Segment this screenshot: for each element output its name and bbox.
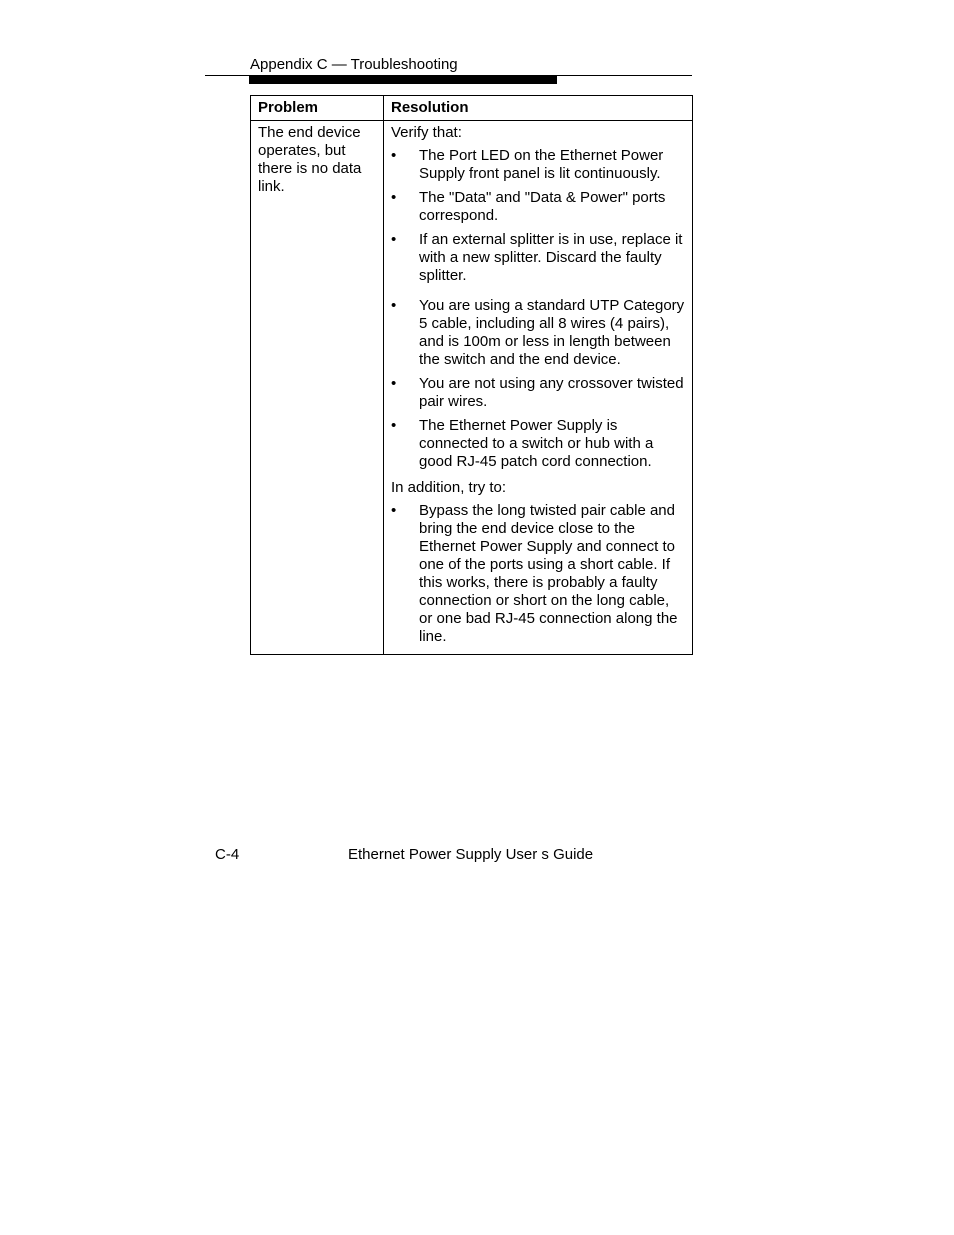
list-item xyxy=(391,502,685,646)
verify-intro: Verify that: xyxy=(391,124,462,141)
list-item xyxy=(391,231,685,285)
list-item-text: The "Data" and "Data & Power" ports correspond. xyxy=(419,189,666,224)
bullet-icon: • xyxy=(391,417,397,434)
list-item-text: The Port LED on the Ethernet Power Supply front panel is lit continuously. xyxy=(419,147,664,182)
bullet-icon: • xyxy=(391,375,397,392)
list-item-text: You are using a standard UTP Category 5 cable, including all 8 wires (4 pairs), and is 100m or less in length between the switch and the end device. xyxy=(419,297,685,368)
problem-cell: The end device operates, but there is no data link. xyxy=(251,121,384,655)
bullet-icon: • xyxy=(391,297,397,314)
bullet-icon: • xyxy=(391,189,397,206)
header-bar xyxy=(249,76,557,84)
list-item xyxy=(391,417,685,471)
bullet-icon: • xyxy=(391,147,397,164)
page-number: C-4 xyxy=(215,846,240,863)
list-item xyxy=(391,375,685,411)
addition-intro: In addition, try to: xyxy=(391,479,507,496)
column-header-resolution: Resolution xyxy=(384,96,693,121)
list-item-text: Bypass the long twisted pair cable and bring the end device close to the Ethernet Power Supply and connect to one of the ports using a short cable. If this works, there is probably a faulty connection or short on the long cable, or one bad RJ-45 connection along the line. xyxy=(419,502,678,645)
verify-list xyxy=(391,147,685,471)
list-item xyxy=(391,147,685,183)
table-row xyxy=(251,121,693,655)
page-header-title: Appendix C — Troubleshooting xyxy=(250,56,458,73)
list-item-text: If an external splitter is in use, replace it with a new splitter. Discard the faulty splitter. xyxy=(419,231,683,284)
list-item xyxy=(391,297,685,369)
bullet-icon: • xyxy=(391,502,397,519)
resolution-cell xyxy=(384,121,693,655)
addition-list xyxy=(391,502,685,646)
table-header-row xyxy=(251,96,693,121)
troubleshooting-table xyxy=(250,95,693,655)
list-item xyxy=(391,189,685,225)
footer-doc-title: Ethernet Power Supply User s Guide xyxy=(348,846,594,863)
bullet-icon: • xyxy=(391,231,397,248)
list-item-text: You are not using any crossover twisted pair wires. xyxy=(419,375,684,410)
list-item-text: The Ethernet Power Supply is connected to a switch or hub with a good RJ-45 patch cord connection. xyxy=(419,417,654,470)
column-header-problem: Problem xyxy=(251,96,384,121)
